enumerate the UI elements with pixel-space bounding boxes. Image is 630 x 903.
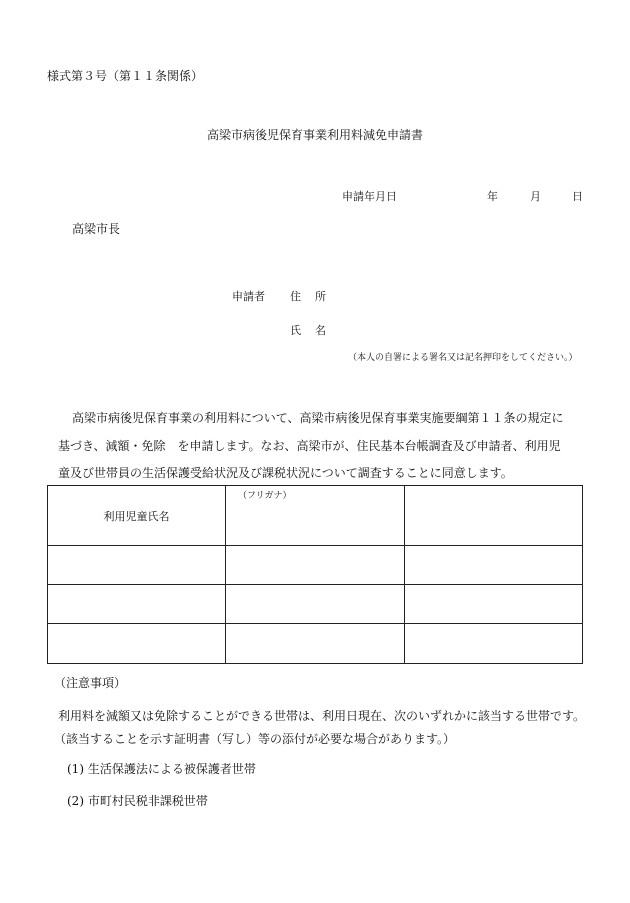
table-cell[interactable] — [48, 546, 226, 585]
notes-text-line: （該当することを示す証明書（写し）等の添付が必要な場合があります。） — [54, 732, 456, 746]
furigana-label: （フリガナ） — [238, 491, 292, 501]
applicant-label: 申請者 — [232, 290, 265, 303]
document-title: 高梁市病後児保育事業利用料減免申請書 — [206, 128, 423, 142]
table-cell[interactable] — [405, 546, 583, 585]
notes-title: （注意事項） — [54, 676, 127, 690]
body-text-line: 童及び世帯員の生活保護受給状況及び課税状況について調査することに同意します。 — [58, 466, 513, 480]
child-name-label-cell — [48, 486, 226, 546]
table-row — [48, 546, 583, 585]
address-label: 住所 — [290, 290, 340, 303]
table-cell[interactable] — [226, 546, 405, 585]
table-cell[interactable] — [226, 624, 405, 664]
table-cell[interactable] — [48, 624, 226, 664]
child-name-input-cell[interactable] — [226, 486, 405, 546]
notes-list-item: (1) 生活保護法による被保護者世帯 — [67, 762, 256, 776]
body-text-line: 高梁市病後児保育事業の利用料について、高梁市病後児保育事業実施要綱第１１条の規定に — [72, 411, 564, 425]
table-cell[interactable] — [405, 624, 583, 664]
table-cell[interactable] — [48, 585, 226, 624]
form-number: 様式第３号（第１１条関係） — [47, 69, 204, 83]
notes-text-line: 利用料を減額又は免除することができる世帯は、利用日現在、次のいずれかに該当する世帯です。 — [58, 709, 586, 723]
table-cell[interactable] — [405, 486, 583, 546]
date-year-label: 年 — [487, 190, 498, 203]
table-cell[interactable] — [226, 585, 405, 624]
notes-list-item: (2) 市町村民税非課税世帯 — [67, 794, 208, 808]
name-label: 氏名 — [290, 324, 340, 337]
date-month-label: 月 — [530, 190, 541, 203]
addressee: 高梁市長 — [72, 222, 121, 236]
application-date-label: 申請年月日 — [342, 190, 397, 203]
signature-note: （本人の自署による署名又は記名押印をしてください。） — [348, 353, 578, 363]
table-row — [48, 486, 583, 546]
table-cell[interactable] — [405, 585, 583, 624]
child-name-label: 利用児童氏名 — [103, 509, 170, 523]
child-info-table — [47, 485, 583, 664]
body-text-line: 基づき、減額・免除 を申請します。なお、高梁市が、住民基本台帳調査及び申請者、利用児 — [58, 439, 561, 453]
table-row — [48, 624, 583, 664]
table-row — [48, 585, 583, 624]
date-day-label: 日 — [572, 190, 583, 203]
